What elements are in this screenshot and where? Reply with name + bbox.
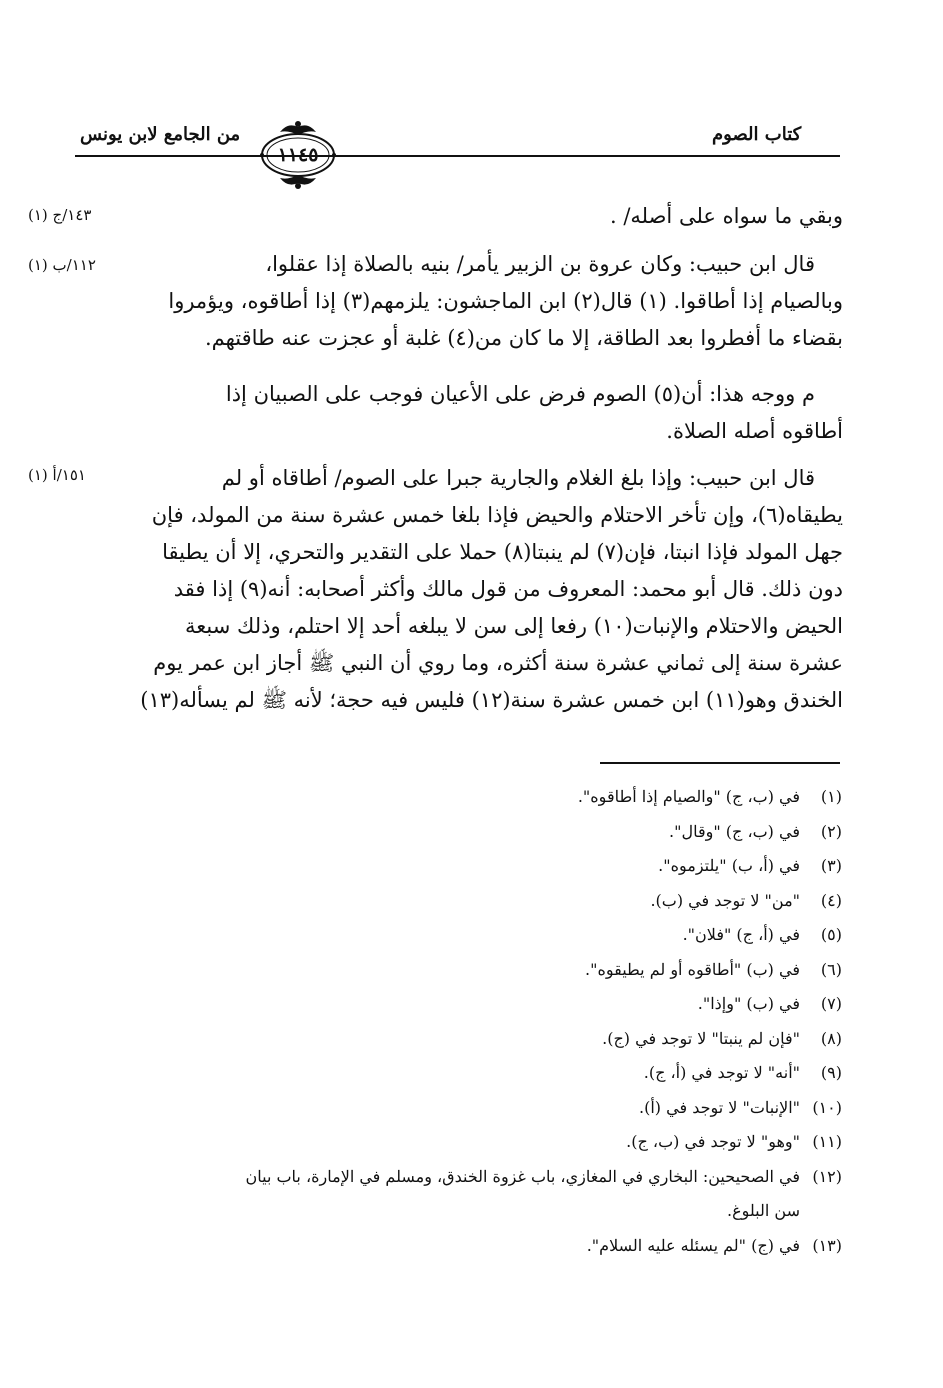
footnote: (٩)"أنه" لا توجد في (أ، ج). [643,1063,842,1082]
footnotes [130,780,842,1263]
text-line: الخندق وهو(١١) ابن خمس عشرة سنة(١٢) فليس فيه حجة؛ لأنه ﷺ لم يسأله(١٣) [140,688,843,712]
margin-folio-note: ١٤٣/ج (١) [28,206,92,224]
text-line: عشرة سنة إلى ثماني عشرة سنة أكثره، وما روي أن النبي ﷺ أجاز ابن عمر يوم [153,651,843,675]
footnote: (١١)"وهو" لا توجد في (ب، ج). [626,1132,842,1151]
text-line: جهل المولد فإذا انبتا، فإن(٧) لم ينبتا(٨) حملا على التقدير والتحري، إلا أن يطيقا [162,540,843,564]
paragraph [128,246,843,357]
text-line: دون ذلك. قال أبو محمد: المعروف من قول مالك وأكثر أصحابه: أنه(٩) إذا فقد [173,577,843,601]
footnote: (٦)في (ب) "أطاقوه أو لم يطيقوه". [585,959,842,979]
footnote-separator [600,762,840,764]
running-header-book-title: من الجامع لابن يونس [80,124,241,145]
paragraph [128,460,843,719]
footnote: (٧)في (ب) "وإذا". [697,994,842,1013]
footnote: (١٠)"الإنبات" لا توجد في (أ). [639,1097,842,1117]
text-line: وبقي ما سواه على أصله/ . [609,204,843,228]
footnote: (٢)في (ب، ج) "وقال". [669,821,842,841]
footnote: (١٢)في الصحيحين: البخاري في المغازي، باب غزوة الخندق، ومسلم في الإمارة، باب بيان [245,1166,842,1186]
footnote: (٨)"فإن لم ينبتا" لا توجد في (ج). [602,1028,842,1048]
text-line: م ووجه هذا: أن(٥) الصوم فرض على الأعيان فوجب على الصبيان إذا [225,382,815,406]
running-header-chapter: كتاب الصوم [712,124,802,145]
footnote: (١٣)في (ج) "لم يسئله عليه السلام". [586,1235,842,1255]
footnote: (٤)"من" لا توجد في (ب). [650,890,842,910]
text-line: قال ابن حبيب: وإذا بلغ الغلام والجارية جبرا على الصوم/ أطاقاه أو لم [221,466,815,490]
text-line: الحيض والاحتلام والإنبات(١٠) رفعا إلى سن لا يبلغه أحد إلا احتلم، وذلك سبعة [185,614,843,638]
paragraph [128,198,843,235]
paragraph [128,376,843,450]
footnote-continuation: سن البلوغ. [726,1201,800,1220]
footnote: (٥)في (أ، ج) "فلان". [682,925,842,944]
margin-folio-note: ١٥١/أ (١) [28,466,86,484]
footnote: (٣)في (أ، ب) "يلتزموه". [658,856,842,875]
margin-folio-note: ١١٢/ب (١) [28,256,96,274]
text-line: أطاقوه أصله الصلاة. [666,419,843,443]
footnote: (١)في (ب، ج) "والصيام إذا أطاقوه". [577,787,842,806]
text-line: وبالصيام إذا أطاقوا. (١) قال(٢) ابن الماجشون: يلزمهم(٣) إذا أطاقوه، ويؤمروا [168,289,843,313]
text-line: قال ابن حبيب: وكان عروة بن الزبير يأمر/ بنيه بالصلاة إذا عقلوا، [265,252,815,276]
page-number: ١١٤٥ [277,144,319,166]
text-line: يطيقاه(٦)، وإن تأخر الاحتلام والحيض فإذا بلغا خمس عشرة سنة من المولد، فإن [151,503,843,527]
text-line: بقضاء ما أفطروا بعد الطاقة، إلا ما كان من(٤) غلبة أو عجزت عنه طاقتهم. [204,326,843,350]
header-rule [75,155,840,157]
